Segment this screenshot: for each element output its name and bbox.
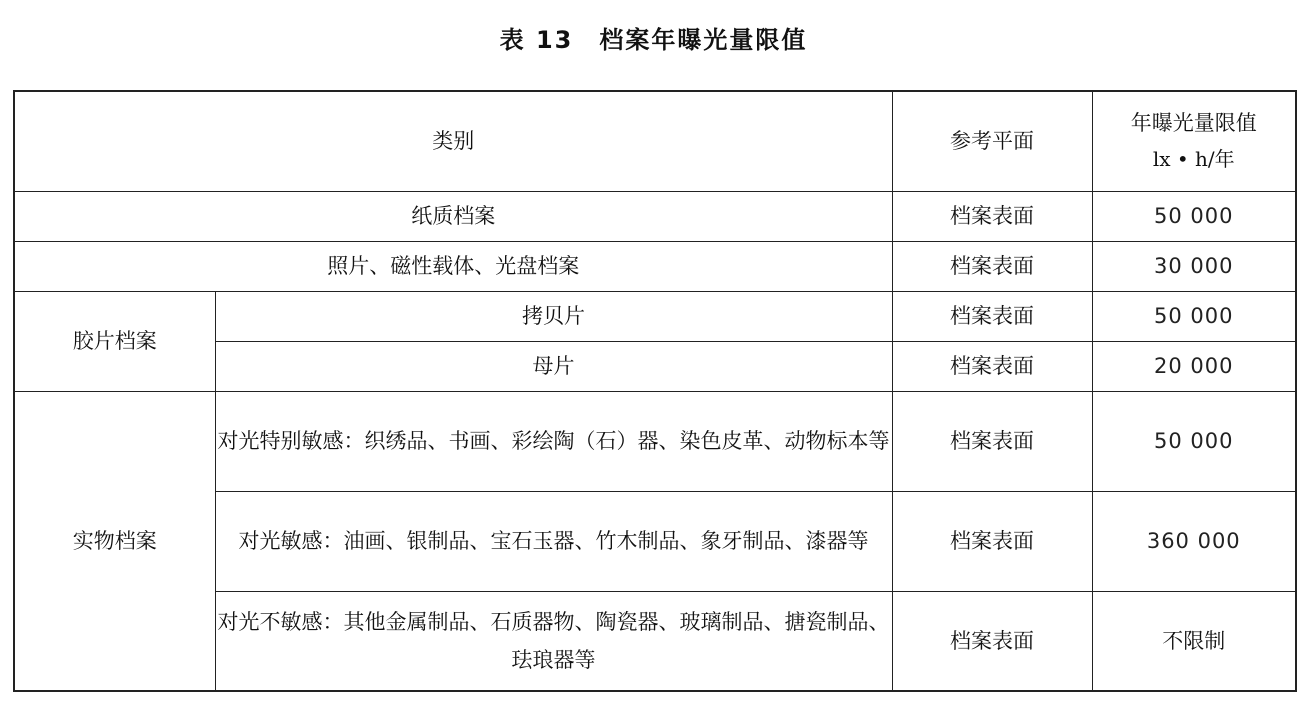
category-cell: 母片 (215, 341, 892, 391)
exposure-limit-table (13, 90, 1297, 692)
table-title (0, 20, 1307, 55)
plane-cell: 档案表面 (892, 341, 1092, 391)
header-reference-plane: 参考平面 (892, 91, 1092, 191)
header-category: 类别 (14, 91, 892, 191)
table-number: 表 13 (499, 26, 574, 54)
category-cell: 纸质档案 (14, 191, 892, 241)
header-row (14, 91, 1296, 191)
table-row (14, 191, 1296, 241)
value-cell: 20 000 (1092, 341, 1296, 391)
table-caption: 档案年曝光量限值 (599, 26, 808, 54)
category-cell: 对光敏感：油画、银制品、宝石玉器、竹木制品、象牙制品、漆器等 (215, 491, 892, 591)
plane-cell: 档案表面 (892, 191, 1092, 241)
plane-cell: 档案表面 (892, 241, 1092, 291)
group-cell: 实物档案 (14, 391, 215, 691)
plane-cell: 档案表面 (892, 591, 1092, 691)
value-cell: 不限制 (1092, 591, 1296, 691)
table-row (14, 241, 1296, 291)
value-cell: 30 000 (1092, 241, 1296, 291)
category-cell: 拷贝片 (215, 291, 892, 341)
value-cell: 50 000 (1092, 291, 1296, 341)
header-limit-label: 年曝光量限值 (1130, 111, 1257, 136)
category-cell: 对光不敏感：其他金属制品、石质器物、陶瓷器、玻璃制品、搪瓷制品、珐琅器等 (215, 591, 892, 691)
category-cell: 照片、磁性载体、光盘档案 (14, 241, 892, 291)
plane-cell: 档案表面 (892, 391, 1092, 491)
table-row (14, 391, 1296, 491)
value-cell: 360 000 (1092, 491, 1296, 591)
group-cell: 胶片档案 (14, 291, 215, 391)
category-cell: 对光特别敏感：织绣品、书画、彩绘陶（石）器、染色皮革、动物标本等 (215, 391, 892, 491)
header-limit (1092, 91, 1296, 191)
value-cell: 50 000 (1092, 191, 1296, 241)
table-row (14, 291, 1296, 341)
header-limit-unit: lx • h/年 (1152, 147, 1235, 172)
plane-cell: 档案表面 (892, 491, 1092, 591)
value-cell: 50 000 (1092, 391, 1296, 491)
plane-cell: 档案表面 (892, 291, 1092, 341)
